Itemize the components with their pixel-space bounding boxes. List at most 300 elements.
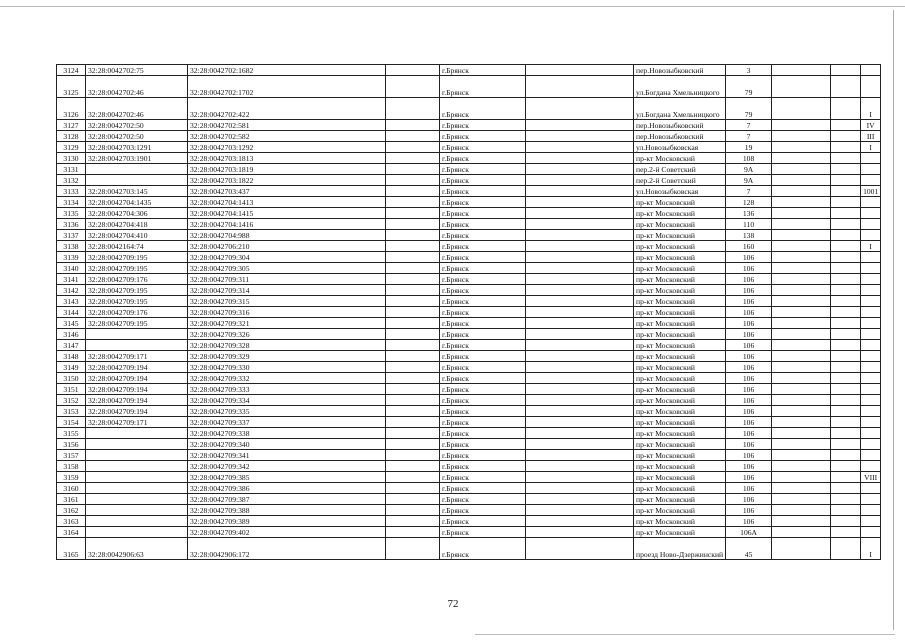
empty-cell	[772, 351, 831, 362]
empty-cell	[772, 65, 831, 76]
parcel-cadastral-cell: 32:28:0042906:63	[86, 538, 188, 560]
row-number-cell: 3135	[57, 208, 86, 219]
empty-cell	[526, 230, 634, 241]
empty-cell	[386, 208, 440, 219]
empty-cell	[772, 439, 831, 450]
premises-part-cell	[861, 439, 881, 450]
house-number-cell: 106	[726, 483, 772, 494]
row-number-cell: 3164	[57, 527, 86, 538]
house-number-cell: 9А	[726, 164, 772, 175]
empty-cell	[831, 373, 861, 384]
parcel-cadastral-cell: 32:28:0042702:50	[86, 131, 188, 142]
row-number-cell: 3157	[57, 450, 86, 461]
building-cadastral-cell: 32:28:0042709:341	[188, 450, 386, 461]
row-number-cell: 3156	[57, 439, 86, 450]
street-cell: пр-кт Московский	[634, 241, 726, 252]
empty-cell	[831, 142, 861, 153]
city-cell: г.Брянск	[440, 439, 526, 450]
empty-cell	[772, 527, 831, 538]
street-cell: пр-кт Московский	[634, 274, 726, 285]
empty-cell	[831, 340, 861, 351]
house-number-cell: 106	[726, 406, 772, 417]
house-number-cell: 79	[726, 76, 772, 98]
premises-part-cell: I	[861, 142, 881, 153]
premises-part-cell	[861, 219, 881, 230]
parcel-cadastral-cell	[86, 461, 188, 472]
street-cell: пр-кт Московский	[634, 516, 726, 527]
parcel-cadastral-cell: 32:28:0042703:1901	[86, 153, 188, 164]
table-row	[57, 142, 881, 153]
row-number-cell: 3147	[57, 340, 86, 351]
empty-cell	[386, 417, 440, 428]
parcel-cadastral-cell: 32:28:0042704:306	[86, 208, 188, 219]
premises-part-cell	[861, 263, 881, 274]
premises-part-cell	[861, 406, 881, 417]
street-cell: пр-кт Московский	[634, 384, 726, 395]
empty-cell	[526, 252, 634, 263]
parcel-cadastral-cell	[86, 516, 188, 527]
city-cell: г.Брянск	[440, 340, 526, 351]
city-cell: г.Брянск	[440, 494, 526, 505]
table-row	[57, 65, 881, 76]
row-number-cell: 3129	[57, 142, 86, 153]
table-row	[57, 395, 881, 406]
house-number-cell: 106	[726, 318, 772, 329]
premises-part-cell	[861, 285, 881, 296]
empty-cell	[831, 329, 861, 340]
table-row	[57, 241, 881, 252]
city-cell: г.Брянск	[440, 274, 526, 285]
empty-cell	[831, 417, 861, 428]
city-cell: г.Брянск	[440, 472, 526, 483]
premises-part-cell: III	[861, 131, 881, 142]
street-cell: пр-кт Московский	[634, 494, 726, 505]
house-number-cell: 3	[726, 65, 772, 76]
table-row	[57, 406, 881, 417]
building-cadastral-cell: 32:28:0042704:1416	[188, 219, 386, 230]
empty-cell	[772, 76, 831, 98]
building-cadastral-cell: 32:28:0042704:1413	[188, 197, 386, 208]
empty-cell	[831, 263, 861, 274]
building-cadastral-cell: 32:28:0042703:1819	[188, 164, 386, 175]
row-number-cell: 3134	[57, 197, 86, 208]
table-row	[57, 417, 881, 428]
house-number-cell: 106	[726, 285, 772, 296]
parcel-cadastral-cell	[86, 450, 188, 461]
street-cell: пер.Новозыбковский	[634, 65, 726, 76]
empty-cell	[526, 351, 634, 362]
building-cadastral-cell: 32:28:0042703:1292	[188, 142, 386, 153]
empty-cell	[526, 362, 634, 373]
empty-cell	[831, 120, 861, 131]
premises-part-cell	[861, 252, 881, 263]
empty-cell	[831, 98, 861, 120]
building-cadastral-cell: 32:28:0042709:340	[188, 439, 386, 450]
empty-cell	[526, 307, 634, 318]
empty-cell	[772, 395, 831, 406]
empty-cell	[772, 428, 831, 439]
building-cadastral-cell: 32:28:0042703:1822	[188, 175, 386, 186]
premises-part-cell	[861, 164, 881, 175]
parcel-cadastral-cell: 32:28:0042709:176	[86, 274, 188, 285]
table-body	[57, 65, 881, 560]
house-number-cell: 160	[726, 241, 772, 252]
city-cell: г.Брянск	[440, 384, 526, 395]
building-cadastral-cell: 32:28:0042704:988	[188, 230, 386, 241]
empty-cell	[772, 153, 831, 164]
city-cell: г.Брянск	[440, 428, 526, 439]
house-number-cell: 106	[726, 428, 772, 439]
street-cell: пр-кт Московский	[634, 439, 726, 450]
empty-cell	[526, 373, 634, 384]
house-number-cell: 106	[726, 505, 772, 516]
building-cadastral-cell: 32:28:0042709:402	[188, 527, 386, 538]
city-cell: г.Брянск	[440, 417, 526, 428]
row-number-cell: 3141	[57, 274, 86, 285]
house-number-cell: 106	[726, 516, 772, 527]
row-number-cell: 3163	[57, 516, 86, 527]
table-row	[57, 296, 881, 307]
house-number-cell: 9А	[726, 175, 772, 186]
empty-cell	[526, 153, 634, 164]
premises-part-cell	[861, 461, 881, 472]
empty-cell	[831, 428, 861, 439]
row-number-cell: 3154	[57, 417, 86, 428]
premises-part-cell	[861, 307, 881, 318]
house-number-cell: 138	[726, 230, 772, 241]
street-cell: пер.2-й Советский	[634, 175, 726, 186]
premises-part-cell	[861, 505, 881, 516]
building-cadastral-cell: 32:28:0042709:338	[188, 428, 386, 439]
empty-cell	[831, 406, 861, 417]
empty-cell	[526, 483, 634, 494]
house-number-cell: 106	[726, 296, 772, 307]
row-number-cell: 3132	[57, 175, 86, 186]
parcel-cadastral-cell: 32:28:0042709:194	[86, 362, 188, 373]
empty-cell	[526, 461, 634, 472]
house-number-cell: 106	[726, 307, 772, 318]
street-cell: пр-кт Московский	[634, 296, 726, 307]
empty-cell	[526, 417, 634, 428]
table-row	[57, 362, 881, 373]
empty-cell	[772, 274, 831, 285]
empty-cell	[386, 538, 440, 560]
empty-cell	[772, 373, 831, 384]
empty-cell	[772, 186, 831, 197]
street-cell: пр-кт Московский	[634, 373, 726, 384]
empty-cell	[386, 65, 440, 76]
empty-cell	[831, 153, 861, 164]
empty-cell	[526, 450, 634, 461]
street-cell: пр-кт Московский	[634, 505, 726, 516]
empty-cell	[526, 285, 634, 296]
city-cell: г.Брянск	[440, 186, 526, 197]
city-cell: г.Брянск	[440, 362, 526, 373]
empty-cell	[526, 527, 634, 538]
building-cadastral-cell: 32:28:0042703:1813	[188, 153, 386, 164]
parcel-cadastral-cell: 32:28:0042702:75	[86, 65, 188, 76]
empty-cell	[772, 472, 831, 483]
premises-part-cell	[861, 494, 881, 505]
parcel-cadastral-cell	[86, 329, 188, 340]
building-cadastral-cell: 32:28:0042702:1702	[188, 76, 386, 98]
house-number-cell: 128	[726, 197, 772, 208]
empty-cell	[772, 329, 831, 340]
empty-cell	[526, 516, 634, 527]
row-number-cell: 3161	[57, 494, 86, 505]
city-cell: г.Брянск	[440, 197, 526, 208]
building-cadastral-cell: 32:28:0042709:314	[188, 285, 386, 296]
building-cadastral-cell: 32:28:0042709:334	[188, 395, 386, 406]
street-cell: пр-кт Московский	[634, 395, 726, 406]
empty-cell	[386, 527, 440, 538]
empty-cell	[386, 450, 440, 461]
empty-cell	[772, 450, 831, 461]
table-row	[57, 384, 881, 395]
parcel-cadastral-cell: 32:28:0042709:195	[86, 285, 188, 296]
scan-edge-bottom	[475, 634, 895, 635]
premises-part-cell: I	[861, 241, 881, 252]
empty-cell	[386, 384, 440, 395]
empty-cell	[831, 439, 861, 450]
scan-edge-top	[0, 6, 905, 7]
premises-part-cell	[861, 175, 881, 186]
parcel-cadastral-cell	[86, 472, 188, 483]
parcel-cadastral-cell	[86, 505, 188, 516]
empty-cell	[772, 120, 831, 131]
parcel-cadastral-cell: 32:28:0042703:1291	[86, 142, 188, 153]
house-number-cell: 108	[726, 153, 772, 164]
premises-part-cell	[861, 296, 881, 307]
building-cadastral-cell: 32:28:0042709:330	[188, 362, 386, 373]
empty-cell	[386, 263, 440, 274]
empty-cell	[526, 219, 634, 230]
row-number-cell: 3151	[57, 384, 86, 395]
table-row	[57, 263, 881, 274]
empty-cell	[386, 153, 440, 164]
empty-cell	[831, 461, 861, 472]
table-row	[57, 120, 881, 131]
empty-cell	[831, 131, 861, 142]
table-row	[57, 164, 881, 175]
parcel-cadastral-cell	[86, 175, 188, 186]
building-cadastral-cell: 32:28:0042709:311	[188, 274, 386, 285]
empty-cell	[831, 472, 861, 483]
empty-cell	[526, 329, 634, 340]
table-row	[57, 494, 881, 505]
table-row	[57, 428, 881, 439]
row-number-cell: 3124	[57, 65, 86, 76]
street-cell: пр-кт Московский	[634, 230, 726, 241]
house-number-cell: 106	[726, 472, 772, 483]
street-cell: пр-кт Московский	[634, 329, 726, 340]
empty-cell	[386, 252, 440, 263]
premises-part-cell: I	[861, 538, 881, 560]
parcel-cadastral-cell	[86, 428, 188, 439]
row-number-cell: 3144	[57, 307, 86, 318]
empty-cell	[772, 483, 831, 494]
city-cell: г.Брянск	[440, 527, 526, 538]
premises-part-cell	[861, 351, 881, 362]
empty-cell	[386, 329, 440, 340]
empty-cell	[386, 274, 440, 285]
row-number-cell: 3131	[57, 164, 86, 175]
building-cadastral-cell: 32:28:0042704:1415	[188, 208, 386, 219]
table-row	[57, 98, 881, 120]
table-row	[57, 461, 881, 472]
table-row	[57, 483, 881, 494]
city-cell: г.Брянск	[440, 263, 526, 274]
street-cell: пр-кт Московский	[634, 428, 726, 439]
city-cell: г.Брянск	[440, 483, 526, 494]
premises-part-cell	[861, 65, 881, 76]
empty-cell	[831, 362, 861, 373]
empty-cell	[386, 230, 440, 241]
empty-cell	[386, 76, 440, 98]
table-row	[57, 175, 881, 186]
building-cadastral-cell: 32:28:0042709:389	[188, 516, 386, 527]
empty-cell	[772, 307, 831, 318]
parcel-cadastral-cell: 32:28:0042704:1435	[86, 197, 188, 208]
property-register-table	[56, 64, 881, 560]
building-cadastral-cell: 32:28:0042709:316	[188, 307, 386, 318]
empty-cell	[526, 164, 634, 175]
premises-part-cell	[861, 76, 881, 98]
street-cell: пр-кт Московский	[634, 351, 726, 362]
scan-edge-right	[893, 10, 894, 630]
empty-cell	[386, 483, 440, 494]
house-number-cell: 45	[726, 538, 772, 560]
city-cell: г.Брянск	[440, 516, 526, 527]
parcel-cadastral-cell: 32:28:0042704:418	[86, 219, 188, 230]
premises-part-cell	[861, 274, 881, 285]
parcel-cadastral-cell: 32:28:0042709:195	[86, 263, 188, 274]
table-row	[57, 285, 881, 296]
street-cell: пр-кт Московский	[634, 527, 726, 538]
row-number-cell: 3139	[57, 252, 86, 263]
premises-part-cell	[861, 384, 881, 395]
empty-cell	[386, 241, 440, 252]
city-cell: г.Брянск	[440, 395, 526, 406]
empty-cell	[526, 76, 634, 98]
empty-cell	[831, 208, 861, 219]
parcel-cadastral-cell	[86, 494, 188, 505]
table-row	[57, 186, 881, 197]
city-cell: г.Брянск	[440, 120, 526, 131]
row-number-cell: 3125	[57, 76, 86, 98]
parcel-cadastral-cell	[86, 164, 188, 175]
premises-part-cell	[861, 527, 881, 538]
city-cell: г.Брянск	[440, 461, 526, 472]
parcel-cadastral-cell: 32:28:0042709:194	[86, 406, 188, 417]
empty-cell	[772, 318, 831, 329]
empty-cell	[831, 307, 861, 318]
premises-part-cell	[861, 208, 881, 219]
premises-part-cell	[861, 318, 881, 329]
empty-cell	[526, 175, 634, 186]
premises-part-cell	[861, 153, 881, 164]
row-number-cell: 3153	[57, 406, 86, 417]
empty-cell	[772, 175, 831, 186]
house-number-cell: 106	[726, 340, 772, 351]
house-number-cell: 106	[726, 329, 772, 340]
empty-cell	[386, 494, 440, 505]
building-cadastral-cell: 32:28:0042702:422	[188, 98, 386, 120]
street-cell: пр-кт Московский	[634, 483, 726, 494]
empty-cell	[386, 296, 440, 307]
empty-cell	[772, 296, 831, 307]
empty-cell	[386, 505, 440, 516]
premises-part-cell	[861, 329, 881, 340]
table-row	[57, 76, 881, 98]
house-number-cell: 7	[726, 131, 772, 142]
empty-cell	[526, 131, 634, 142]
building-cadastral-cell: 32:28:0042702:581	[188, 120, 386, 131]
parcel-cadastral-cell: 32:28:0042704:410	[86, 230, 188, 241]
empty-cell	[831, 538, 861, 560]
empty-cell	[831, 230, 861, 241]
premises-part-cell: 1001	[861, 186, 881, 197]
building-cadastral-cell: 32:28:0042709:337	[188, 417, 386, 428]
house-number-cell: 110	[726, 219, 772, 230]
empty-cell	[772, 417, 831, 428]
city-cell: г.Брянск	[440, 406, 526, 417]
table-row	[57, 318, 881, 329]
empty-cell	[526, 472, 634, 483]
empty-cell	[772, 252, 831, 263]
premises-part-cell	[861, 395, 881, 406]
table-row	[57, 329, 881, 340]
empty-cell	[526, 406, 634, 417]
empty-cell	[772, 230, 831, 241]
empty-cell	[772, 219, 831, 230]
empty-cell	[772, 461, 831, 472]
house-number-cell: 79	[726, 98, 772, 120]
table-row	[57, 252, 881, 263]
premises-part-cell: VIII	[861, 472, 881, 483]
house-number-cell: 106	[726, 274, 772, 285]
street-cell: пр-кт Московский	[634, 307, 726, 318]
row-number-cell: 3162	[57, 505, 86, 516]
empty-cell	[772, 516, 831, 527]
empty-cell	[831, 483, 861, 494]
table-row	[57, 131, 881, 142]
empty-cell	[831, 494, 861, 505]
street-cell: ул.Новозыбковская	[634, 142, 726, 153]
empty-cell	[526, 98, 634, 120]
row-number-cell: 3143	[57, 296, 86, 307]
empty-cell	[831, 395, 861, 406]
empty-cell	[386, 219, 440, 230]
premises-part-cell	[861, 483, 881, 494]
city-cell: г.Брянск	[440, 450, 526, 461]
empty-cell	[831, 296, 861, 307]
empty-cell	[772, 208, 831, 219]
house-number-cell: 106	[726, 417, 772, 428]
street-cell: пр-кт Московский	[634, 406, 726, 417]
table-row	[57, 230, 881, 241]
empty-cell	[386, 131, 440, 142]
empty-cell	[831, 516, 861, 527]
empty-cell	[386, 318, 440, 329]
row-number-cell: 3127	[57, 120, 86, 131]
row-number-cell: 3137	[57, 230, 86, 241]
city-cell: г.Брянск	[440, 318, 526, 329]
house-number-cell: 106	[726, 395, 772, 406]
empty-cell	[831, 197, 861, 208]
empty-cell	[386, 461, 440, 472]
city-cell: г.Брянск	[440, 329, 526, 340]
